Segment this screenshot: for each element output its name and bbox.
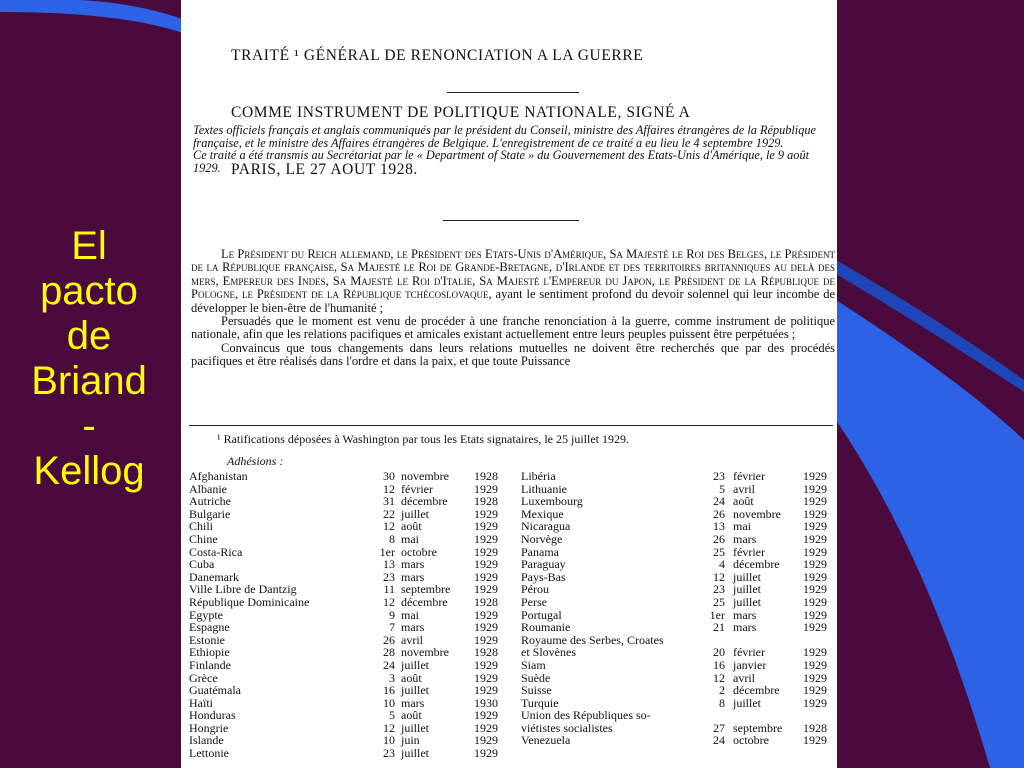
adhesion-country: Siam bbox=[521, 657, 546, 672]
adhesion-day: 8 bbox=[719, 695, 725, 710]
editorial-note bbox=[193, 124, 833, 174]
adhesion-country: viétistes socialistes bbox=[521, 720, 613, 735]
adhesion-year: 1929 bbox=[474, 670, 498, 685]
adhesion-month: juillet bbox=[401, 657, 429, 672]
treaty-preamble bbox=[191, 248, 835, 369]
adhesion-row bbox=[521, 546, 837, 559]
adhesion-row bbox=[189, 621, 505, 634]
adhesion-row bbox=[189, 684, 505, 697]
adhesion-month: juillet bbox=[401, 720, 429, 735]
adhesion-year: 1929 bbox=[803, 481, 827, 496]
adhesion-row bbox=[521, 596, 837, 609]
adhesion-month: février bbox=[733, 645, 765, 660]
adhesion-month: novembre bbox=[401, 469, 449, 483]
adhesion-country: et Slovènes bbox=[521, 645, 576, 660]
adhesion-year: 1929 bbox=[474, 544, 498, 559]
adhesion-month: mars bbox=[733, 531, 757, 546]
adhesion-year: 1929 bbox=[803, 582, 827, 597]
adhesion-country: Hongrie bbox=[189, 720, 229, 735]
adhesion-month: juillet bbox=[401, 746, 429, 761]
adhesion-row bbox=[521, 734, 837, 747]
title-line: pacto bbox=[40, 269, 138, 313]
adhesion-day: 8 bbox=[389, 531, 395, 546]
adhesion-year: 1929 bbox=[803, 469, 827, 483]
adhesion-year: 1929 bbox=[474, 531, 498, 546]
adhesion-country: Finlande bbox=[189, 657, 231, 672]
adhesion-year: 1929 bbox=[803, 569, 827, 584]
heading-line: TRAITÉ ¹ GÉNÉRAL DE RENONCIATION A LA GUERRE bbox=[231, 47, 644, 64]
adhesion-row bbox=[189, 546, 505, 559]
adhesion-year: 1929 bbox=[474, 733, 498, 748]
adhesion-year: 1929 bbox=[803, 506, 827, 521]
adhesion-row bbox=[189, 596, 505, 609]
adhesion-row bbox=[521, 621, 837, 634]
adhesion-year: 1929 bbox=[803, 494, 827, 509]
adhesion-day: 26 bbox=[713, 506, 725, 521]
adhesion-country: Royaume des Serbes, Croates bbox=[521, 632, 664, 647]
adhesion-country: Afghanistan bbox=[189, 469, 248, 483]
adhesion-day: 1er bbox=[709, 607, 725, 622]
adhesion-year: 1929 bbox=[474, 620, 498, 635]
adhesion-row bbox=[521, 646, 837, 659]
separator-rule bbox=[443, 220, 579, 221]
adhesion-day: 24 bbox=[713, 733, 725, 748]
adhesion-month: mars bbox=[401, 620, 425, 635]
adhesion-year: 1928 bbox=[474, 494, 498, 509]
adhesion-month: avril bbox=[733, 481, 755, 496]
adhesion-year: 1929 bbox=[474, 607, 498, 622]
adhesion-row bbox=[521, 684, 837, 697]
adhesion-day: 25 bbox=[713, 544, 725, 559]
adhesion-day: 20 bbox=[713, 645, 725, 660]
adhesion-country: Chine bbox=[189, 531, 218, 546]
adhesion-row bbox=[189, 558, 505, 571]
adhesion-country: Cuba bbox=[189, 557, 215, 572]
footnote-rule bbox=[189, 425, 833, 426]
adhesion-country: Nicaragua bbox=[521, 519, 571, 534]
adhesion-month: avril bbox=[733, 670, 755, 685]
preamble-parties-list: Le Président du Reich allemand, le Président des Etats-Unis d'Amérique, Sa Majesté le Roi des Belges, le Président de la République française, Sa Majesté le Roi de Grande-Bretagne, d'Irlande et des territoires britanniques au delà des mers, Empereur des Indes, Sa Majesté le Roi d'Italie, Sa Majesté l'Empereur du Japon, le Président de la République de Pologne, le Président de la République tchécoslovaque, bbox=[191, 247, 835, 302]
scanned-document bbox=[181, 0, 837, 768]
adhesion-country: Pays-Bas bbox=[521, 569, 566, 584]
adhesion-month: septembre bbox=[733, 720, 783, 735]
slide-title bbox=[4, 224, 174, 494]
adhesion-country: Chili bbox=[189, 519, 214, 534]
adhesion-year: 1929 bbox=[803, 557, 827, 572]
document-heading bbox=[231, 8, 831, 217]
adhesion-row bbox=[521, 672, 837, 685]
adhesion-year: 1928 bbox=[803, 720, 827, 735]
adhesion-month: juillet bbox=[733, 569, 761, 584]
adhesion-country: Islande bbox=[189, 733, 224, 748]
adhesion-day: 13 bbox=[713, 519, 725, 534]
adhesion-row bbox=[189, 483, 505, 496]
heading-line: PARIS, LE 27 AOUT 1928. bbox=[231, 161, 418, 178]
adhesion-country: Autriche bbox=[189, 494, 231, 509]
adhesion-month: juillet bbox=[733, 582, 761, 597]
adhesion-day: 24 bbox=[383, 657, 395, 672]
title-line: de bbox=[66, 314, 112, 358]
adhesion-month: novembre bbox=[401, 645, 449, 660]
adhesion-year: 1930 bbox=[474, 695, 498, 710]
adhesion-year: 1929 bbox=[474, 632, 498, 647]
adhesion-month: juillet bbox=[401, 683, 429, 698]
adhesion-year: 1929 bbox=[803, 733, 827, 748]
adhesion-row bbox=[521, 659, 837, 672]
adhesion-month: août bbox=[401, 519, 422, 534]
adhesion-row bbox=[189, 495, 505, 508]
adhesion-year: 1929 bbox=[803, 620, 827, 635]
adhesion-year: 1929 bbox=[474, 481, 498, 496]
adhesion-row bbox=[521, 571, 837, 584]
adhesion-country: Norvège bbox=[521, 531, 563, 546]
adhesion-year: 1929 bbox=[803, 607, 827, 622]
adhesion-row bbox=[189, 659, 505, 672]
adhesions-right-column bbox=[521, 470, 837, 747]
adhesion-country: Suisse bbox=[521, 683, 552, 698]
adhesion-country: Lithuanie bbox=[521, 481, 567, 496]
adhesion-row bbox=[521, 495, 837, 508]
adhesion-month: août bbox=[401, 670, 422, 685]
adhesion-year: 1929 bbox=[474, 582, 498, 597]
adhesion-month: juillet bbox=[401, 506, 429, 521]
adhesion-country: Estonie bbox=[189, 632, 225, 647]
adhesion-day: 1er bbox=[379, 544, 395, 559]
adhesion-year: 1928 bbox=[474, 645, 498, 660]
adhesion-country: Costa-Rica bbox=[189, 544, 243, 559]
adhesion-country: Libéria bbox=[521, 469, 556, 483]
adhesion-day: 4 bbox=[719, 557, 725, 572]
adhesion-month: mars bbox=[733, 620, 757, 635]
adhesion-country: Honduras bbox=[189, 708, 236, 723]
adhesion-row bbox=[189, 747, 505, 760]
adhesion-month: mars bbox=[733, 607, 757, 622]
adhesion-country: Panama bbox=[521, 544, 559, 559]
adhesion-day: 26 bbox=[383, 632, 395, 647]
adhesion-year: 1929 bbox=[803, 594, 827, 609]
adhesion-day: 16 bbox=[383, 683, 395, 698]
adhesion-row bbox=[189, 470, 505, 483]
adhesion-year: 1929 bbox=[803, 645, 827, 660]
title-line: El bbox=[71, 224, 107, 268]
adhesion-country: Ville Libre de Dantzig bbox=[189, 582, 297, 597]
adhesion-country: Danemark bbox=[189, 569, 239, 584]
adhesion-day: 26 bbox=[713, 531, 725, 546]
adhesion-country: Haïti bbox=[189, 695, 213, 710]
adhesion-year: 1929 bbox=[474, 720, 498, 735]
adhesion-year: 1929 bbox=[474, 569, 498, 584]
adhesion-row bbox=[189, 709, 505, 722]
adhesion-month: février bbox=[733, 469, 765, 483]
adhesion-day: 12 bbox=[383, 594, 395, 609]
adhesion-country: Perse bbox=[521, 594, 547, 609]
adhesions-label: Adhésions : bbox=[227, 454, 284, 468]
adhesion-country: Mexique bbox=[521, 506, 564, 521]
adhesion-month: janvier bbox=[733, 657, 767, 672]
adhesion-year: 1929 bbox=[803, 531, 827, 546]
adhesion-month: octobre bbox=[733, 733, 769, 748]
adhesion-day: 12 bbox=[713, 569, 725, 584]
adhesion-row bbox=[189, 533, 505, 546]
heading-line: COMME INSTRUMENT DE POLITIQUE NATIONALE, SIGNÉ A bbox=[231, 104, 691, 121]
preamble-parties-tail: ayant le sentiment profond du devoir solennel qui leur incombe de développer le bien-être de l'humanité ; bbox=[191, 287, 836, 315]
adhesion-day: 3 bbox=[389, 670, 395, 685]
adhesion-month: novembre bbox=[733, 506, 781, 521]
adhesion-country: Guatémala bbox=[189, 683, 241, 698]
adhesion-day: 9 bbox=[389, 607, 395, 622]
adhesion-month: mai bbox=[401, 531, 419, 546]
title-line: Kellog bbox=[33, 449, 145, 493]
adhesion-row bbox=[521, 470, 837, 483]
adhesion-country: Roumanie bbox=[521, 620, 571, 635]
ratification-footnote: ¹ Ratifications déposées à Washington par tous les Etats signataires, le 25 juillet 1929. bbox=[217, 432, 629, 446]
adhesion-year: 1929 bbox=[803, 695, 827, 710]
adhesion-country: Grèce bbox=[189, 670, 218, 685]
adhesion-year: 1929 bbox=[803, 657, 827, 672]
adhesion-day: 12 bbox=[383, 720, 395, 735]
adhesion-day: 28 bbox=[383, 645, 395, 660]
preamble-persuaded: Persuadés que le moment est venu de procéder à une franche renonciation à la guerre, comme instrument de politique nationale, afin que les relations pacifiques et amicales existant actuellement entre leurs peuples puissent être perpétuées ; bbox=[191, 314, 835, 342]
adhesion-day: 23 bbox=[383, 569, 395, 584]
adhesion-country: Luxembourg bbox=[521, 494, 583, 509]
adhesion-country: Turquie bbox=[521, 695, 559, 710]
adhesion-year: 1929 bbox=[803, 683, 827, 698]
adhesion-year: 1929 bbox=[474, 683, 498, 698]
adhesion-row bbox=[189, 508, 505, 521]
adhesion-year: 1929 bbox=[474, 708, 498, 723]
adhesion-day: 5 bbox=[389, 708, 395, 723]
adhesion-year: 1929 bbox=[474, 557, 498, 572]
adhesion-year: 1929 bbox=[803, 519, 827, 534]
adhesion-country: République Dominicaine bbox=[189, 594, 310, 609]
adhesion-row bbox=[189, 722, 505, 735]
note-transmission: Ce traité a été transmis au Secrétariat par le « Department of State » du Gouvernement des Etats-Unis d'Amérique, le 9 août 1929. bbox=[193, 148, 810, 175]
adhesion-country: Paraguay bbox=[521, 557, 566, 572]
adhesion-row bbox=[189, 734, 505, 747]
adhesion-country: Pérou bbox=[521, 582, 549, 597]
adhesion-day: 27 bbox=[713, 720, 725, 735]
adhesion-day: 12 bbox=[383, 481, 395, 496]
adhesion-month: juin bbox=[401, 733, 420, 748]
note-registration: Textes officiels français et anglais communiqués par le président du Conseil, ministre des Affaires étrangères de la République française, et le ministre des Affaires étrangères de Belgique. L'enregistrement de ce traité a eu lieu le 4 septembre 1929. bbox=[193, 123, 816, 150]
separator-rule bbox=[447, 92, 579, 93]
adhesion-month: mars bbox=[401, 695, 425, 710]
adhesion-month: juillet bbox=[733, 594, 761, 609]
adhesion-day: 21 bbox=[713, 620, 725, 635]
adhesion-country: Suède bbox=[521, 670, 551, 685]
adhesion-row bbox=[521, 709, 837, 722]
adhesion-month: avril bbox=[401, 632, 423, 647]
adhesion-day: 25 bbox=[713, 594, 725, 609]
adhesion-country: Egypte bbox=[189, 607, 223, 622]
title-line: - bbox=[82, 404, 96, 448]
adhesion-month: décembre bbox=[401, 494, 448, 509]
adhesion-country: Albanie bbox=[189, 481, 227, 496]
adhesion-country: Ethiopie bbox=[189, 645, 230, 660]
adhesion-day: 12 bbox=[383, 519, 395, 534]
adhesion-row bbox=[189, 697, 505, 710]
adhesion-month: juillet bbox=[733, 695, 761, 710]
adhesion-day: 7 bbox=[389, 620, 395, 635]
adhesion-row bbox=[521, 558, 837, 571]
preamble-parties bbox=[191, 248, 835, 315]
adhesion-row bbox=[189, 520, 505, 533]
adhesion-day: 16 bbox=[713, 657, 725, 672]
adhesion-day: 23 bbox=[713, 469, 725, 483]
adhesion-day: 30 bbox=[383, 469, 395, 483]
adhesion-day: 5 bbox=[719, 481, 725, 496]
adhesion-day: 10 bbox=[383, 695, 395, 710]
adhesion-month: mai bbox=[401, 607, 419, 622]
adhesion-day: 22 bbox=[383, 506, 395, 521]
adhesion-month: mai bbox=[733, 519, 751, 534]
preamble-convinced: Convaincus que tous changements dans leurs relations mutuelles ne doivent être recherchés que par des procédés pacifiques et être réalisés dans l'ordre et dans la paix, et que toute Puissance bbox=[191, 340, 835, 369]
adhesion-year: 1928 bbox=[474, 469, 498, 483]
adhesion-day: 13 bbox=[383, 557, 395, 572]
adhesion-day: 10 bbox=[383, 733, 395, 748]
adhesion-year: 1929 bbox=[803, 544, 827, 559]
adhesion-day: 2 bbox=[719, 683, 725, 698]
adhesion-year: 1929 bbox=[474, 657, 498, 672]
title-line: Briand bbox=[31, 359, 147, 403]
adhesion-country: Union des Républiques so- bbox=[521, 708, 651, 723]
adhesion-month: mars bbox=[401, 557, 425, 572]
adhesion-country: Lettonie bbox=[189, 746, 229, 761]
adhesion-month: août bbox=[401, 708, 422, 723]
adhesion-country: Bulgarie bbox=[189, 506, 231, 521]
adhesion-month: décembre bbox=[401, 594, 448, 609]
adhesion-country: Venezuela bbox=[521, 733, 571, 748]
adhesion-month: février bbox=[401, 481, 433, 496]
adhesion-year: 1928 bbox=[474, 594, 498, 609]
adhesion-row bbox=[521, 583, 837, 596]
adhesion-country: Portugal bbox=[521, 607, 562, 622]
adhesion-month: août bbox=[733, 494, 754, 509]
adhesion-year: 1929 bbox=[803, 670, 827, 685]
adhesion-day: 24 bbox=[713, 494, 725, 509]
adhesion-row bbox=[189, 609, 505, 622]
adhesion-day: 23 bbox=[713, 582, 725, 597]
adhesions-left-column bbox=[189, 470, 505, 760]
adhesion-country: Espagne bbox=[189, 620, 230, 635]
adhesion-month: février bbox=[733, 544, 765, 559]
adhesion-year: 1929 bbox=[474, 506, 498, 521]
adhesion-row bbox=[189, 646, 505, 659]
adhesion-year: 1929 bbox=[474, 519, 498, 534]
adhesion-day: 11 bbox=[383, 582, 395, 597]
adhesion-month: octobre bbox=[401, 544, 437, 559]
adhesion-day: 12 bbox=[713, 670, 725, 685]
adhesion-row bbox=[521, 520, 837, 533]
adhesion-row bbox=[521, 533, 837, 546]
adhesion-month: décembre bbox=[733, 683, 780, 698]
adhesion-row bbox=[189, 634, 505, 647]
adhesion-month: mars bbox=[401, 569, 425, 584]
adhesion-day: 23 bbox=[383, 746, 395, 761]
adhesion-year: 1929 bbox=[474, 746, 498, 761]
adhesion-month: septembre bbox=[401, 582, 451, 597]
adhesion-month: décembre bbox=[733, 557, 780, 572]
adhesion-day: 31 bbox=[383, 494, 395, 509]
